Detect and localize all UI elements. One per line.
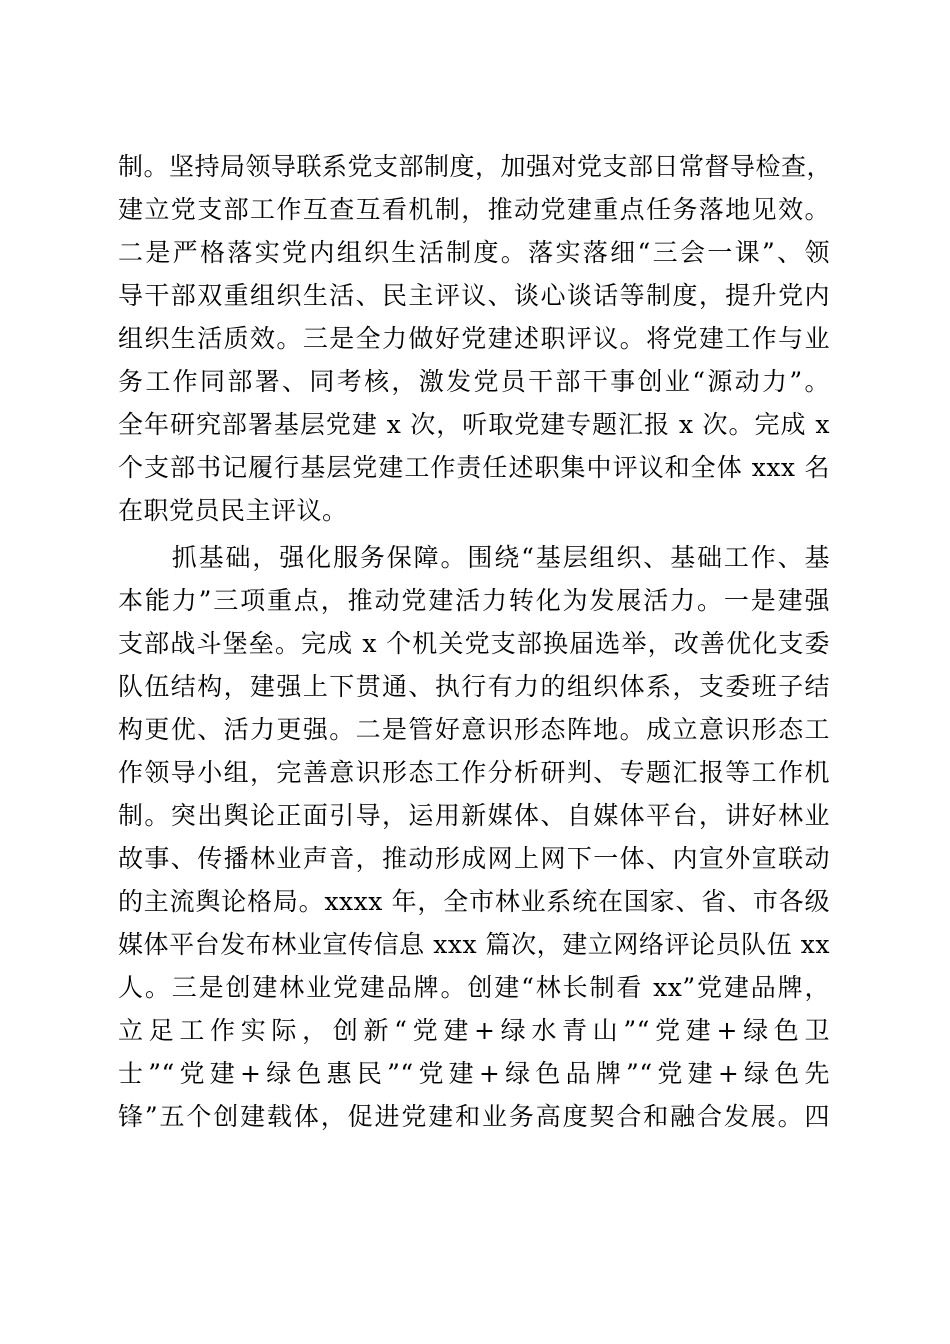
text-line: 二是严格落实党内组织生活制度。落实落细“三会一课”、领 — [118, 238, 830, 267]
text-line: 构更优、活力更强。二是管好意识形态阵地。成立意识形态工 — [118, 715, 830, 744]
text-line: 组织生活质效。三是全力做好党建述职评议。将党建工作与业 — [118, 324, 830, 353]
text-line: 人。三是创建林业党建品牌。创建“林长制看 xx”党建品牌， — [118, 973, 830, 1002]
paragraph-1 — [118, 145, 833, 532]
text-line: 媒体平台发布林业宣传信息 xxx 篇次，建立网络评论员队伍 xx — [118, 930, 830, 959]
text-line: 制。突出舆论正面引导，运用新媒体、自媒体平台，讲好林业 — [118, 801, 830, 830]
text-line: 士”“党建+绿色惠民”“党建+绿色品牌”“党建+绿色先 — [118, 1059, 830, 1088]
text-line: 抓基础，强化服务保障。围绕“基层组织、基础工作、基 — [118, 543, 830, 572]
text-line: 立足工作实际，创新“党建+绿水青山”“党建+绿色卫 — [118, 1016, 830, 1045]
text-line: 导干部双重组织生活、民主评议、谈心谈话等制度，提升党内 — [118, 281, 830, 310]
text-line: 支部战斗堡垒。完成 x 个机关党支部换届选举，改善优化支委 — [118, 629, 830, 658]
text-line: 务工作同部署、同考核，激发党员干部干事创业“源动力”。 — [118, 367, 830, 396]
document-body — [118, 145, 833, 1138]
text-line: 本能力”三项重点，推动党建活力转化为发展活力。一是建强 — [118, 586, 830, 615]
paragraph-2 — [118, 536, 830, 1138]
text-line: 在职党员民主评议。 — [118, 496, 348, 525]
text-line: 制。坚持局领导联系党支部制度，加强对党支部日常督导检查， — [118, 152, 833, 181]
text-line: 个支部书记履行基层党建工作责任述职集中评议和全体 xxx 名 — [118, 453, 830, 482]
text-line: 故事、传播林业声音，推动形成网上网下一体、内宣外宣联动 — [118, 844, 830, 873]
text-line: 建立党支部工作互查互看机制，推动党建重点任务落地见效。 — [118, 195, 830, 224]
text-line: 的主流舆论格局。xxxx 年，全市林业系统在国家、省、市各级 — [118, 887, 830, 916]
text-line: 锋”五个创建载体，促进党建和业务高度契合和融合发展。四 — [118, 1102, 830, 1131]
text-line: 全年研究部署基层党建 x 次，听取党建专题汇报 x 次。完成 x — [118, 410, 830, 439]
text-line: 作领导小组，完善意识形态工作分析研判、专题汇报等工作机 — [118, 758, 830, 787]
text-line: 队伍结构，建强上下贯通、执行有力的组织体系，支委班子结 — [118, 672, 830, 701]
